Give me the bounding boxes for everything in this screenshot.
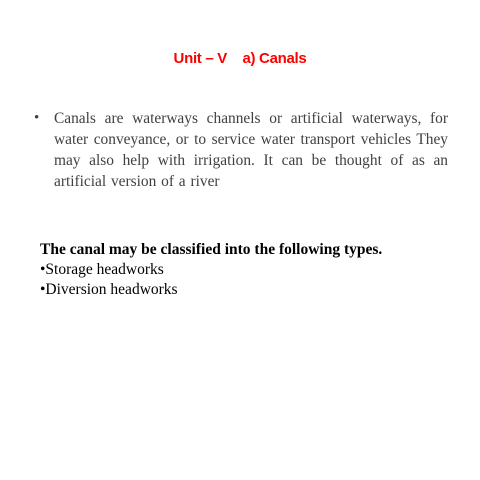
canal-definition-bullet <box>34 108 448 192</box>
slide-title: Unit – V a) Canals <box>173 50 307 67</box>
canal-types-section <box>40 240 460 300</box>
canal-type-item-diversion: •Diversion headworks <box>40 281 178 298</box>
canal-definition-text: Canals are waterways channels or artificial waterways, for water conveyance, or to service water transport vehicles They may also help with irrigation. It can be thought of as an artificial version of a river <box>54 110 448 190</box>
canal-type-item-storage: •Storage headworks <box>40 261 164 278</box>
bullet-marker: • <box>34 110 40 126</box>
canal-types-heading: The canal may be classified into the following types. <box>40 241 383 258</box>
